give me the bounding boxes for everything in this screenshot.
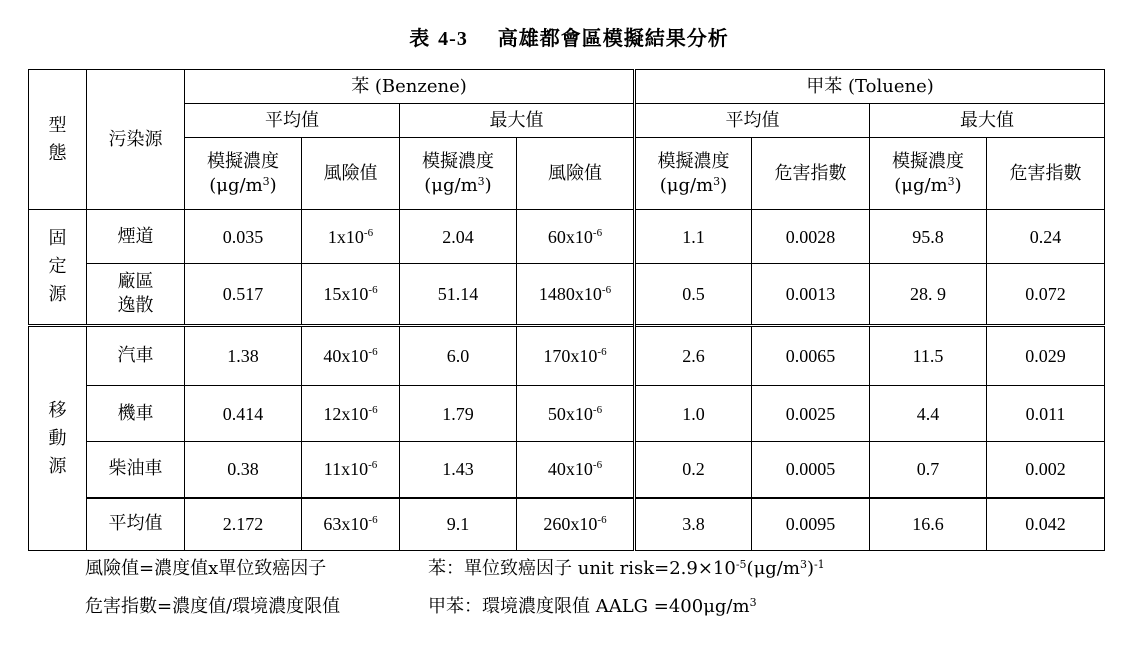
value-cell: 28. 9 <box>870 264 987 326</box>
source-header: 污染源 <box>87 70 185 210</box>
value-cell: 1.0 <box>635 386 752 442</box>
value-cell: 6.0 <box>400 326 517 386</box>
value-cell: $1x10^{-6}$ <box>302 210 400 264</box>
source-cell: 汽車 <box>87 326 185 386</box>
value-cell: 0.0013 <box>752 264 870 326</box>
value-cell: 3.8 <box>635 498 752 551</box>
value-cell: 0.002 <box>987 442 1105 498</box>
benzene-header: 苯 (Benzene) <box>185 70 635 104</box>
header-row-1 <box>29 70 1105 104</box>
value-cell: 0.0065 <box>752 326 870 386</box>
value-cell: 0.0095 <box>752 498 870 551</box>
value-cell: 0.2 <box>635 442 752 498</box>
value-cell: 0.042 <box>987 498 1105 551</box>
value-cell: 0.5 <box>635 264 752 326</box>
results-table <box>28 69 1105 551</box>
table-row <box>29 264 1105 326</box>
toluene-max-hazard-header: 危害指數 <box>987 138 1105 210</box>
value-cell: 0.035 <box>185 210 302 264</box>
source-cell: 煙道 <box>87 210 185 264</box>
value-cell: 9.1 <box>400 498 517 551</box>
value-cell: 2.6 <box>635 326 752 386</box>
value-cell: 0.38 <box>185 442 302 498</box>
value-cell: 0.0028 <box>752 210 870 264</box>
value-cell: $260x10^{-6}$ <box>517 498 635 551</box>
value-cell: $40x10^{-6}$ <box>517 442 635 498</box>
source-cell: 柴油車 <box>87 442 185 498</box>
toluene-header: 甲苯 (Toluene) <box>635 70 1105 104</box>
title-number: 4-3 <box>438 28 468 50</box>
value-cell: $15x10^{-6}$ <box>302 264 400 326</box>
header-row-2 <box>29 104 1105 138</box>
toluene-avg-header: 平均值 <box>635 104 870 138</box>
value-cell: $170x10^{-6}$ <box>517 326 635 386</box>
value-cell: 2.172 <box>185 498 302 551</box>
source-cell: 機車 <box>87 386 185 442</box>
value-cell: 1.38 <box>185 326 302 386</box>
value-cell: 16.6 <box>870 498 987 551</box>
hazard-definition: 危害指數=濃度值/環境濃度限值 <box>85 596 341 617</box>
benzene-max-conc-header: 模擬濃度 $(\mu g/m^3)$ <box>400 138 517 210</box>
value-cell: 0.011 <box>987 386 1105 442</box>
value-cell: 0.24 <box>987 210 1105 264</box>
value-cell: $50x10^{-6}$ <box>517 386 635 442</box>
value-cell: 0.517 <box>185 264 302 326</box>
value-cell: 1.43 <box>400 442 517 498</box>
benzene-max-risk-header: 風險值 <box>517 138 635 210</box>
group-mobile-source: 移 動 源 <box>29 326 87 551</box>
value-cell: $63x10^{-6}$ <box>302 498 400 551</box>
value-cell: 4.4 <box>870 386 987 442</box>
value-cell: 0.029 <box>987 326 1105 386</box>
title-label: 表 <box>409 26 431 50</box>
table-row <box>29 498 1105 551</box>
toluene-avg-hazard-header: 危害指數 <box>752 138 870 210</box>
risk-definition: 風險值=濃度值x單位致癌因子 <box>85 558 327 579</box>
value-cell: $1480x10^{-6}$ <box>517 264 635 326</box>
table-row <box>29 326 1105 386</box>
table-row <box>29 210 1105 264</box>
type-header: 型 態 <box>29 70 87 210</box>
table-row <box>29 442 1105 498</box>
table-title <box>0 22 1138 51</box>
value-cell: 0.0025 <box>752 386 870 442</box>
value-cell: 0.0005 <box>752 442 870 498</box>
value-cell: 95.8 <box>870 210 987 264</box>
value-cell: 2.04 <box>400 210 517 264</box>
header-row-3 <box>29 138 1105 210</box>
benzene-avg-conc-header: 模擬濃度 $(\mu g/m^3)$ <box>185 138 302 210</box>
benzene-avg-risk-header: 風險值 <box>302 138 400 210</box>
value-cell: $40x10^{-6}$ <box>302 326 400 386</box>
value-cell: 0.7 <box>870 442 987 498</box>
benzene-max-header: 最大值 <box>400 104 635 138</box>
table-row <box>29 386 1105 442</box>
value-cell: 1.1 <box>635 210 752 264</box>
value-cell: 51.14 <box>400 264 517 326</box>
benzene-note: 苯：單位致癌因子 unit $risk=2.9\times 10^{-5}(\mu g/m^3)^{-1}$ <box>428 558 825 579</box>
value-cell: 1.79 <box>400 386 517 442</box>
toluene-max-conc-header: 模擬濃度 $(\mu g/m^3)$ <box>870 138 987 210</box>
toluene-max-header: 最大值 <box>870 104 1105 138</box>
value-cell: $11x10^{-6}$ <box>302 442 400 498</box>
benzene-avg-header: 平均值 <box>185 104 400 138</box>
value-cell: $12x10^{-6}$ <box>302 386 400 442</box>
source-cell: 廠區 逸散 <box>87 264 185 326</box>
value-cell: 11.5 <box>870 326 987 386</box>
group-fixed-source: 固 定 源 <box>29 210 87 326</box>
source-cell: 平均值 <box>87 498 185 551</box>
value-cell: 0.072 <box>987 264 1105 326</box>
toluene-note: 甲苯：環境濃度限值 AALG $=400\mu g/m^3$ <box>428 596 757 617</box>
table-notes <box>85 550 1085 626</box>
value-cell: $60x10^{-6}$ <box>517 210 635 264</box>
value-cell: 0.414 <box>185 386 302 442</box>
title-text: 高雄都會區模擬結果分析 <box>497 26 729 50</box>
toluene-avg-conc-header: 模擬濃度 $(\mu g/m^3)$ <box>635 138 752 210</box>
